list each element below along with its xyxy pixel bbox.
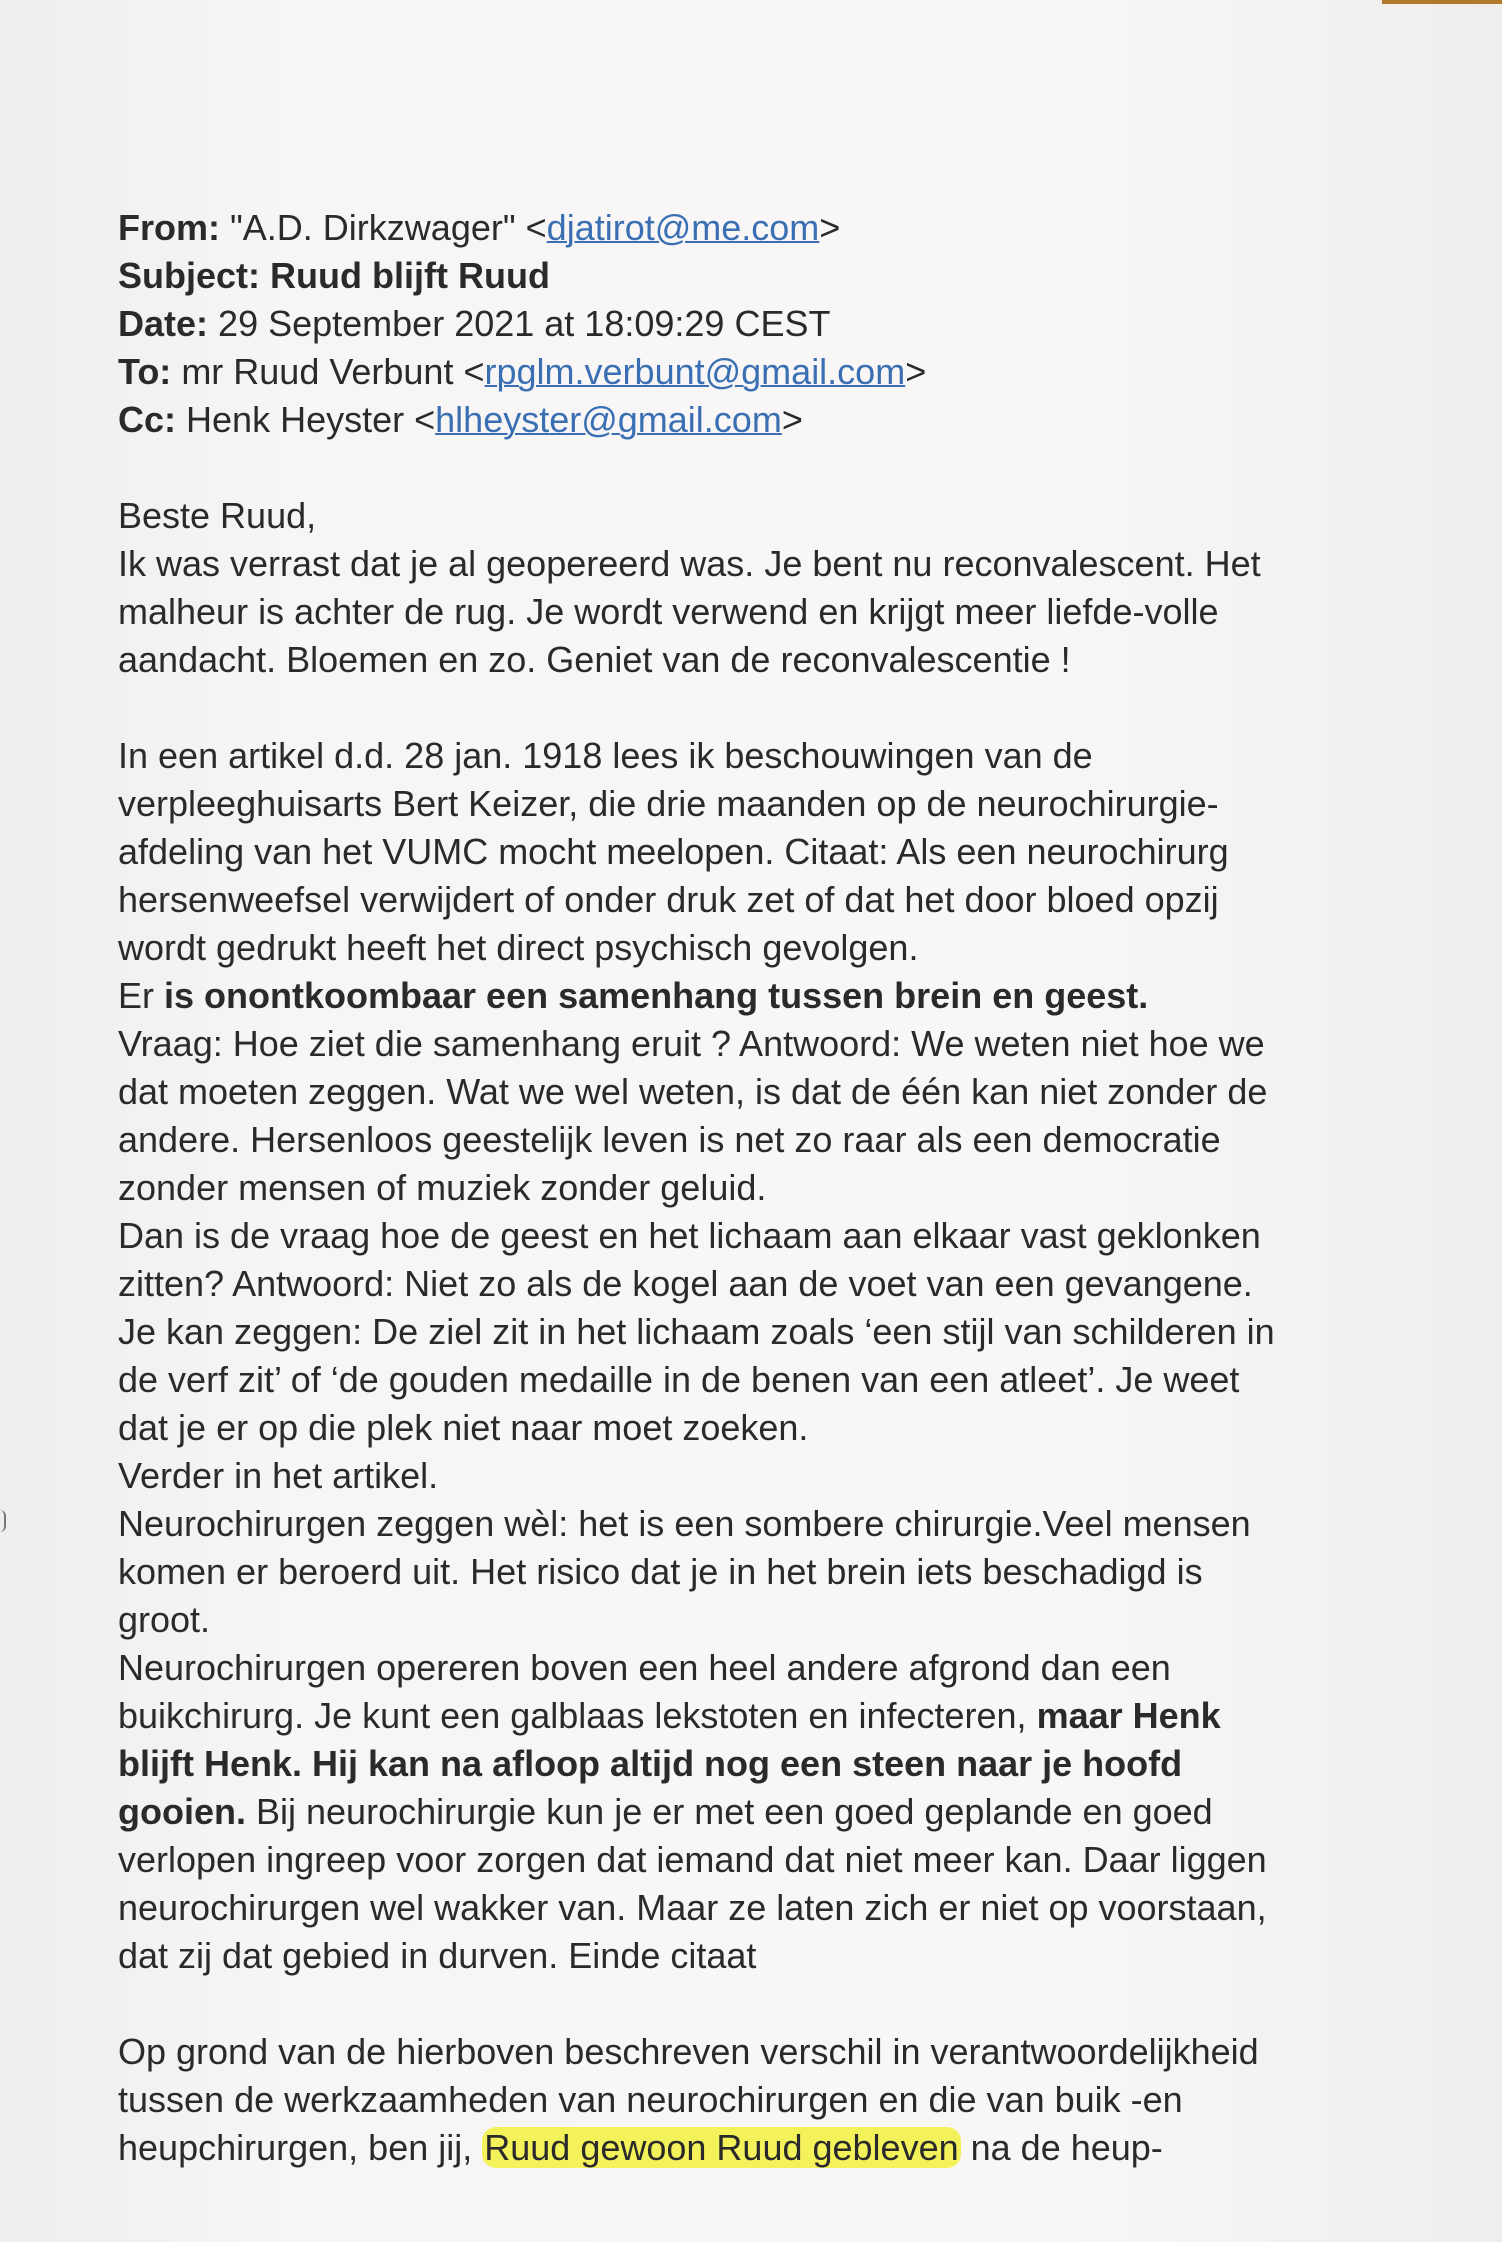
cc-email-link[interactable]: hlheyster@gmail.com bbox=[435, 399, 782, 440]
to-label: To: bbox=[118, 351, 172, 392]
cc-label: Cc: bbox=[118, 399, 177, 440]
to-line: To: mr Ruud Verbunt <rpglm.verbunt@gmail.com> bbox=[118, 351, 927, 392]
body-line: blijft Henk. Hij kan na afloop altijd nog een steen naar je hoofd bbox=[118, 1743, 1183, 1784]
body-line: groot. bbox=[118, 1599, 211, 1640]
body-line: Beste Ruud, bbox=[118, 495, 317, 536]
body-line: afdeling van het VUMC mocht meelopen. Citaat: Als een neurochirurg bbox=[118, 831, 1229, 872]
body-line: komen er beroerd uit. Het risico dat je in het brein iets beschadigd is bbox=[118, 1551, 1203, 1592]
from-name: "A.D. Dirkzwager" bbox=[230, 207, 516, 248]
body-line: wordt gedrukt heeft het direct psychisch gevolgen. bbox=[118, 927, 919, 968]
body-line bbox=[118, 972, 1418, 1020]
date-line bbox=[118, 300, 1418, 348]
body-text: Er bbox=[118, 975, 165, 1016]
body-line: malheur is achter de rug. Je wordt verwend en krijgt meer liefde-volle bbox=[118, 591, 1219, 632]
bold-text: maar Henk bbox=[1036, 1695, 1221, 1736]
paper-edge-mark bbox=[1382, 0, 1502, 4]
subject-label: Subject: bbox=[118, 255, 261, 296]
body-line: Neurochirurgen zeggen wèl: het is een sombere chirurgie.Veel mensen bbox=[118, 1503, 1251, 1544]
body-line: verpleeghuisarts Bert Keizer, die drie maanden op de neurochirurgie- bbox=[118, 783, 1219, 824]
punch-hole-mark bbox=[0, 1510, 6, 1532]
body-line: dat moeten zeggen. Wat we wel weten, is dat de één kan niet zonder de bbox=[118, 1071, 1268, 1112]
cc-name: Henk Heyster bbox=[186, 399, 405, 440]
bold-statement: is onontkoombaar een samenhang tussen brein en geest. bbox=[164, 975, 1149, 1016]
from-line: From: "A.D. Dirkzwager" <djatirot@me.com> bbox=[118, 207, 841, 248]
body-line: aandacht. Bloemen en zo. Geniet van de reconvalescentie ! bbox=[118, 639, 1071, 680]
body-line: neurochirurgen wel wakker van. Maar ze laten zich er niet op voorstaan, bbox=[118, 1887, 1267, 1928]
body-line bbox=[118, 1692, 1418, 1740]
greeting-paragraph bbox=[118, 492, 1418, 684]
body-text: heupchirurgen, ben jij, bbox=[118, 2127, 483, 2168]
body-text: buikchirurg. Je kunt een galblaas lekstoten en infecteren, bbox=[118, 1695, 1037, 1736]
body-line: zitten? Antwoord: Niet zo als de kogel aan de voet van een gevangene. bbox=[118, 1263, 1253, 1304]
body-line: tussen de werkzaamheden van neurochirurgen en die van buik -en bbox=[118, 2079, 1183, 2120]
closing-paragraph bbox=[118, 2028, 1418, 2172]
body-line: Verder in het artikel. bbox=[118, 1455, 439, 1496]
body-line: zonder mensen of muziek zonder geluid. bbox=[118, 1167, 767, 1208]
from-label: From: bbox=[118, 207, 220, 248]
to-name: mr Ruud Verbunt bbox=[181, 351, 454, 392]
body-line: Je kan zeggen: De ziel zit in het lichaam zoals ‘een stijl van schilderen in bbox=[118, 1311, 1275, 1352]
date-text: 29 September 2021 at 18:09:29 CEST bbox=[218, 303, 831, 344]
body-line bbox=[118, 2124, 1418, 2172]
from-email-link[interactable]: djatirot@me.com bbox=[546, 207, 820, 248]
subject-line bbox=[118, 252, 1418, 300]
body-line: verlopen ingreep voor zorgen dat iemand dat niet meer kan. Daar liggen bbox=[118, 1839, 1267, 1880]
body-line: andere. Hersenloos geestelijk leven is net zo raar als een democratie bbox=[118, 1119, 1221, 1160]
body-line: Op grond van de hierboven beschreven verschil in verantwoordelijkheid bbox=[118, 2031, 1259, 2072]
body-line: de verf zit’ of ‘de gouden medaille in de benen van een atleet’. Je weet bbox=[118, 1359, 1240, 1400]
body-line: dat je er op die plek niet naar moet zoeken. bbox=[118, 1407, 809, 1448]
date-label: Date: bbox=[118, 303, 209, 344]
body-line: Neurochirurgen opereren boven een heel andere afgrond dan een bbox=[118, 1647, 1171, 1688]
bold-text: gooien. bbox=[118, 1791, 246, 1832]
body-line: dat zij dat gebied in durven. Einde citaat bbox=[118, 1935, 757, 1976]
body-line: hersenweefsel verwijdert of onder druk zet of dat het door bloed opzij bbox=[118, 879, 1219, 920]
body-line: In een artikel d.d. 28 jan. 1918 lees ik beschouwingen van de bbox=[118, 735, 1093, 776]
body-text: Bij neurochirurgie kun je er met een goed geplande en goed bbox=[246, 1791, 1213, 1832]
email-header bbox=[118, 204, 1418, 444]
body-line: Dan is de vraag hoe de geest en het lichaam aan elkaar vast geklonken bbox=[118, 1215, 1261, 1256]
cc-line: Cc: Henk Heyster <hlheyster@gmail.com> bbox=[118, 399, 803, 440]
subject-text: Ruud blijft Ruud bbox=[270, 255, 550, 296]
body-text: na de heup- bbox=[960, 2127, 1163, 2168]
body-line: Ik was verrast dat je al geopereerd was. Je bent nu reconvalescent. Het bbox=[118, 543, 1261, 584]
highlighted-text: Ruud gewoon Ruud gebleven bbox=[484, 2127, 959, 2168]
body-line bbox=[118, 1788, 1418, 1836]
to-email-link[interactable]: rpglm.verbunt@gmail.com bbox=[484, 351, 906, 392]
body-line: Vraag: Hoe ziet die samenhang eruit ? Antwoord: We weten niet hoe we bbox=[118, 1023, 1265, 1064]
email-printout bbox=[118, 204, 1418, 2172]
article-paragraph bbox=[118, 732, 1418, 1980]
